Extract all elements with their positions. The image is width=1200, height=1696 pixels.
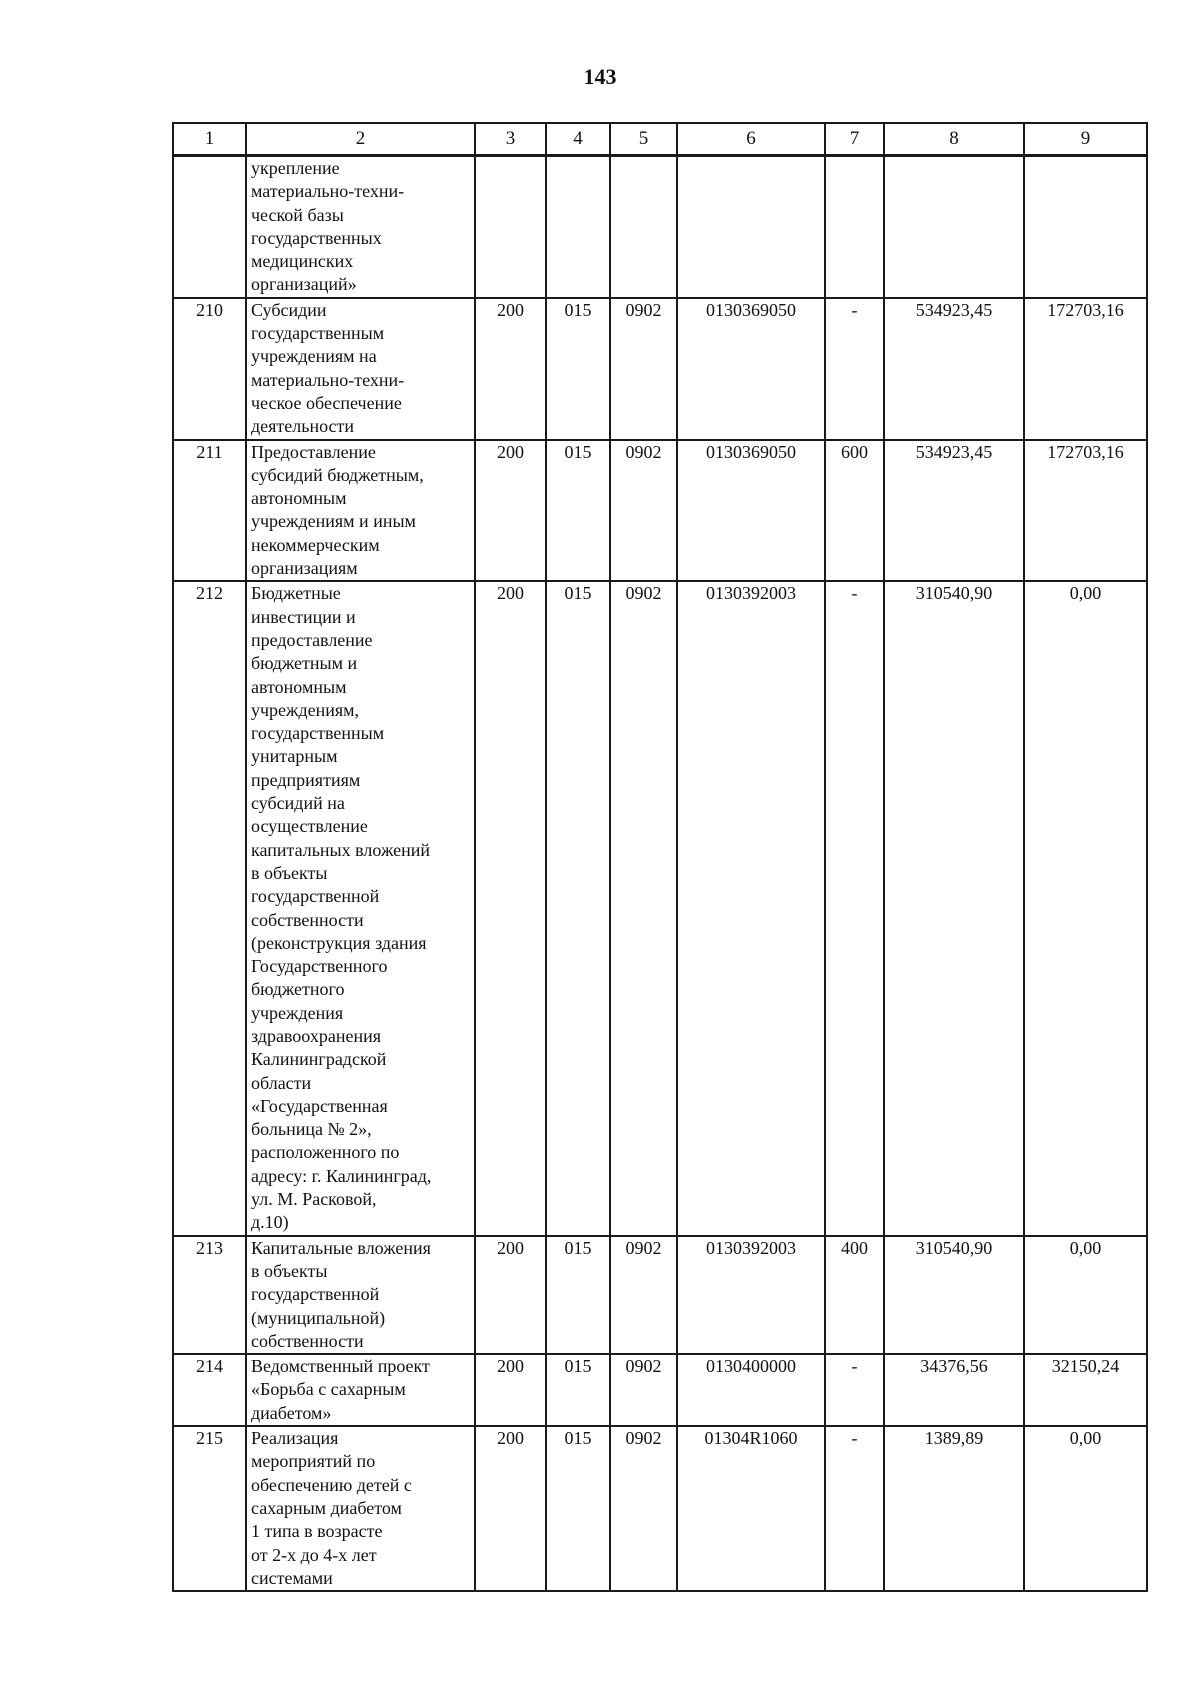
column-6-cell: 0130392003 [677, 1236, 825, 1354]
description-line: диабетом» [251, 1402, 332, 1423]
column-5-cell: 0902 [610, 1354, 677, 1426]
table-row [173, 1426, 1147, 1591]
column-5-cell: 0902 [610, 298, 677, 440]
column-7-cell: - [825, 298, 884, 440]
column-6-cell: 0130369050 [677, 298, 825, 440]
column-4-cell: 015 [546, 581, 610, 1235]
description-line: учреждениям, [251, 699, 360, 720]
column-6-cell: 01304R1060 [677, 1426, 825, 1591]
column-3-cell [475, 156, 546, 298]
column-3-cell: 200 [475, 581, 546, 1235]
column-8-cell: 534923,45 [884, 440, 1024, 582]
description-line: «Борьба с сахарным [251, 1379, 406, 1400]
column-4-cell: 015 [546, 440, 610, 582]
row-number-cell [173, 156, 246, 298]
description-line: обеспечению детей с [251, 1474, 412, 1495]
column-6-cell: 0130392003 [677, 581, 825, 1235]
column-8-cell: 534923,45 [884, 298, 1024, 440]
description-cell [246, 1354, 475, 1426]
description-line: медицинских [251, 251, 354, 272]
description-line: учреждения [251, 1002, 344, 1023]
column-8-cell: 310540,90 [884, 1236, 1024, 1354]
description-line: предприятиям [251, 769, 361, 790]
description-line: больница № 2», [251, 1119, 372, 1140]
table-row [173, 156, 1147, 298]
description-line: организаций» [251, 274, 357, 295]
description-line: Капитальные вложения [251, 1237, 431, 1258]
column-9-cell: 172703,16 [1024, 298, 1147, 440]
description-line: инвестиции и [251, 606, 356, 627]
column-8-cell: 34376,56 [884, 1354, 1024, 1426]
table-row [173, 298, 1147, 440]
column-5-cell: 0902 [610, 1426, 677, 1591]
column-6-cell: 0130400000 [677, 1354, 825, 1426]
description-cell [246, 1236, 475, 1354]
column-8-cell [884, 156, 1024, 298]
description-line: материально-техни- [251, 181, 405, 202]
column-header-5: 5 [610, 123, 677, 156]
description-line: государственной [251, 886, 380, 907]
header-row [173, 123, 1147, 156]
description-cell [246, 298, 475, 440]
row-number-cell: 210 [173, 298, 246, 440]
description-line: субсидий на [251, 793, 345, 814]
description-line: укрепление [251, 158, 340, 178]
page-number: 143 [583, 64, 617, 89]
description-line: д.10) [251, 1212, 289, 1233]
description-line: Субсидии [251, 299, 327, 320]
column-7-cell: 400 [825, 1236, 884, 1354]
description-line: субсидий бюджетным, [251, 464, 424, 485]
description-line: собственности [251, 909, 364, 930]
column-9-cell: 32150,24 [1024, 1354, 1147, 1426]
column-header-9: 9 [1024, 123, 1147, 156]
table-row [173, 440, 1147, 582]
description-line: от 2-х до 4-х лет [251, 1544, 377, 1565]
description-cell [246, 440, 475, 582]
description-line: некоммерческим [251, 534, 380, 555]
description-line: мероприятий по [251, 1451, 376, 1472]
budget-table [172, 122, 1148, 1592]
column-9-cell: 0,00 [1024, 1426, 1147, 1591]
description-line: в объекты [251, 862, 328, 883]
table-row [173, 1236, 1147, 1354]
description-line: Бюджетные [251, 583, 341, 604]
column-header-3: 3 [475, 123, 546, 156]
row-number-cell: 214 [173, 1354, 246, 1426]
description-line: Государственного [251, 956, 388, 977]
description-line: учреждениям на [251, 346, 377, 367]
description-line: сахарным диабетом [251, 1497, 402, 1518]
description-line: расположенного по [251, 1142, 400, 1163]
column-7-cell: 600 [825, 440, 884, 582]
description-line: (реконструкция здания [251, 932, 427, 953]
description-line: государственных [251, 227, 382, 248]
description-line: 1 типа в возрасте [251, 1521, 383, 1542]
description-line: области [251, 1072, 312, 1093]
column-9-cell: 0,00 [1024, 581, 1147, 1235]
description-line: Реализация [251, 1428, 339, 1449]
table-body [173, 156, 1147, 1592]
row-number-cell: 211 [173, 440, 246, 582]
description-line: государственной [251, 1284, 380, 1305]
column-5-cell: 0902 [610, 1236, 677, 1354]
column-7-cell [825, 156, 884, 298]
description-cell [246, 1426, 475, 1591]
description-cell [246, 581, 475, 1235]
column-9-cell [1024, 156, 1147, 298]
column-header-4: 4 [546, 123, 610, 156]
column-9-cell: 172703,16 [1024, 440, 1147, 582]
description-line: Предоставление [251, 441, 376, 462]
row-number-cell: 213 [173, 1236, 246, 1354]
column-4-cell: 015 [546, 1236, 610, 1354]
description-line: бюджетного [251, 979, 345, 1000]
description-line: (муниципальной) [251, 1307, 386, 1328]
description-line: ул. М. Расковой, [251, 1189, 377, 1210]
description-line: автономным [251, 488, 347, 509]
column-header-7: 7 [825, 123, 884, 156]
row-number-cell: 212 [173, 581, 246, 1235]
column-3-cell: 200 [475, 440, 546, 582]
column-4-cell: 015 [546, 298, 610, 440]
column-4-cell [546, 156, 610, 298]
table-row [173, 581, 1147, 1235]
description-line: ческой базы [251, 204, 344, 225]
column-7-cell: - [825, 581, 884, 1235]
column-7-cell: - [825, 1354, 884, 1426]
description-line: адресу: г. Калининград, [251, 1165, 432, 1186]
description-line: ческое обеспечение [251, 392, 402, 413]
column-5-cell [610, 156, 677, 298]
column-5-cell: 0902 [610, 440, 677, 582]
description-line: здравоохранения [251, 1025, 382, 1046]
description-line: Калининградской [251, 1049, 387, 1070]
column-header-2: 2 [246, 123, 475, 156]
description-line: деятельности [251, 416, 355, 437]
row-number-cell: 215 [173, 1426, 246, 1591]
column-6-cell [677, 156, 825, 298]
description-line: унитарным [251, 746, 338, 767]
description-line: государственным [251, 323, 385, 344]
description-line: собственности [251, 1330, 364, 1351]
column-6-cell: 0130369050 [677, 440, 825, 582]
description-line: осуществление [251, 816, 368, 837]
description-line: Ведомственный проект [251, 1356, 430, 1377]
column-3-cell: 200 [475, 1354, 546, 1426]
column-7-cell: - [825, 1426, 884, 1591]
description-line: организациям [251, 558, 358, 579]
description-line: капитальных вложений [251, 839, 431, 860]
description-line: материально-техни- [251, 369, 405, 390]
description-line: автономным [251, 676, 347, 697]
description-line: бюджетным и [251, 653, 358, 674]
column-3-cell: 200 [475, 1426, 546, 1591]
description-line: в объекты [251, 1260, 328, 1281]
column-4-cell: 015 [546, 1426, 610, 1591]
description-line: учреждениям и иным [251, 511, 416, 532]
column-8-cell: 1389,89 [884, 1426, 1024, 1591]
description-line: «Государственная [251, 1095, 388, 1116]
column-9-cell: 0,00 [1024, 1236, 1147, 1354]
column-header-6: 6 [677, 123, 825, 156]
description-line: системами [251, 1567, 333, 1588]
column-8-cell: 310540,90 [884, 581, 1024, 1235]
column-4-cell: 015 [546, 1354, 610, 1426]
description-line: государственным [251, 723, 385, 744]
description-cell [246, 156, 475, 298]
column-3-cell: 200 [475, 1236, 546, 1354]
table-row [173, 1354, 1147, 1426]
column-header-8: 8 [884, 123, 1024, 156]
column-5-cell: 0902 [610, 581, 677, 1235]
column-3-cell: 200 [475, 298, 546, 440]
column-header-1: 1 [173, 123, 246, 156]
description-line: предоставление [251, 629, 373, 650]
